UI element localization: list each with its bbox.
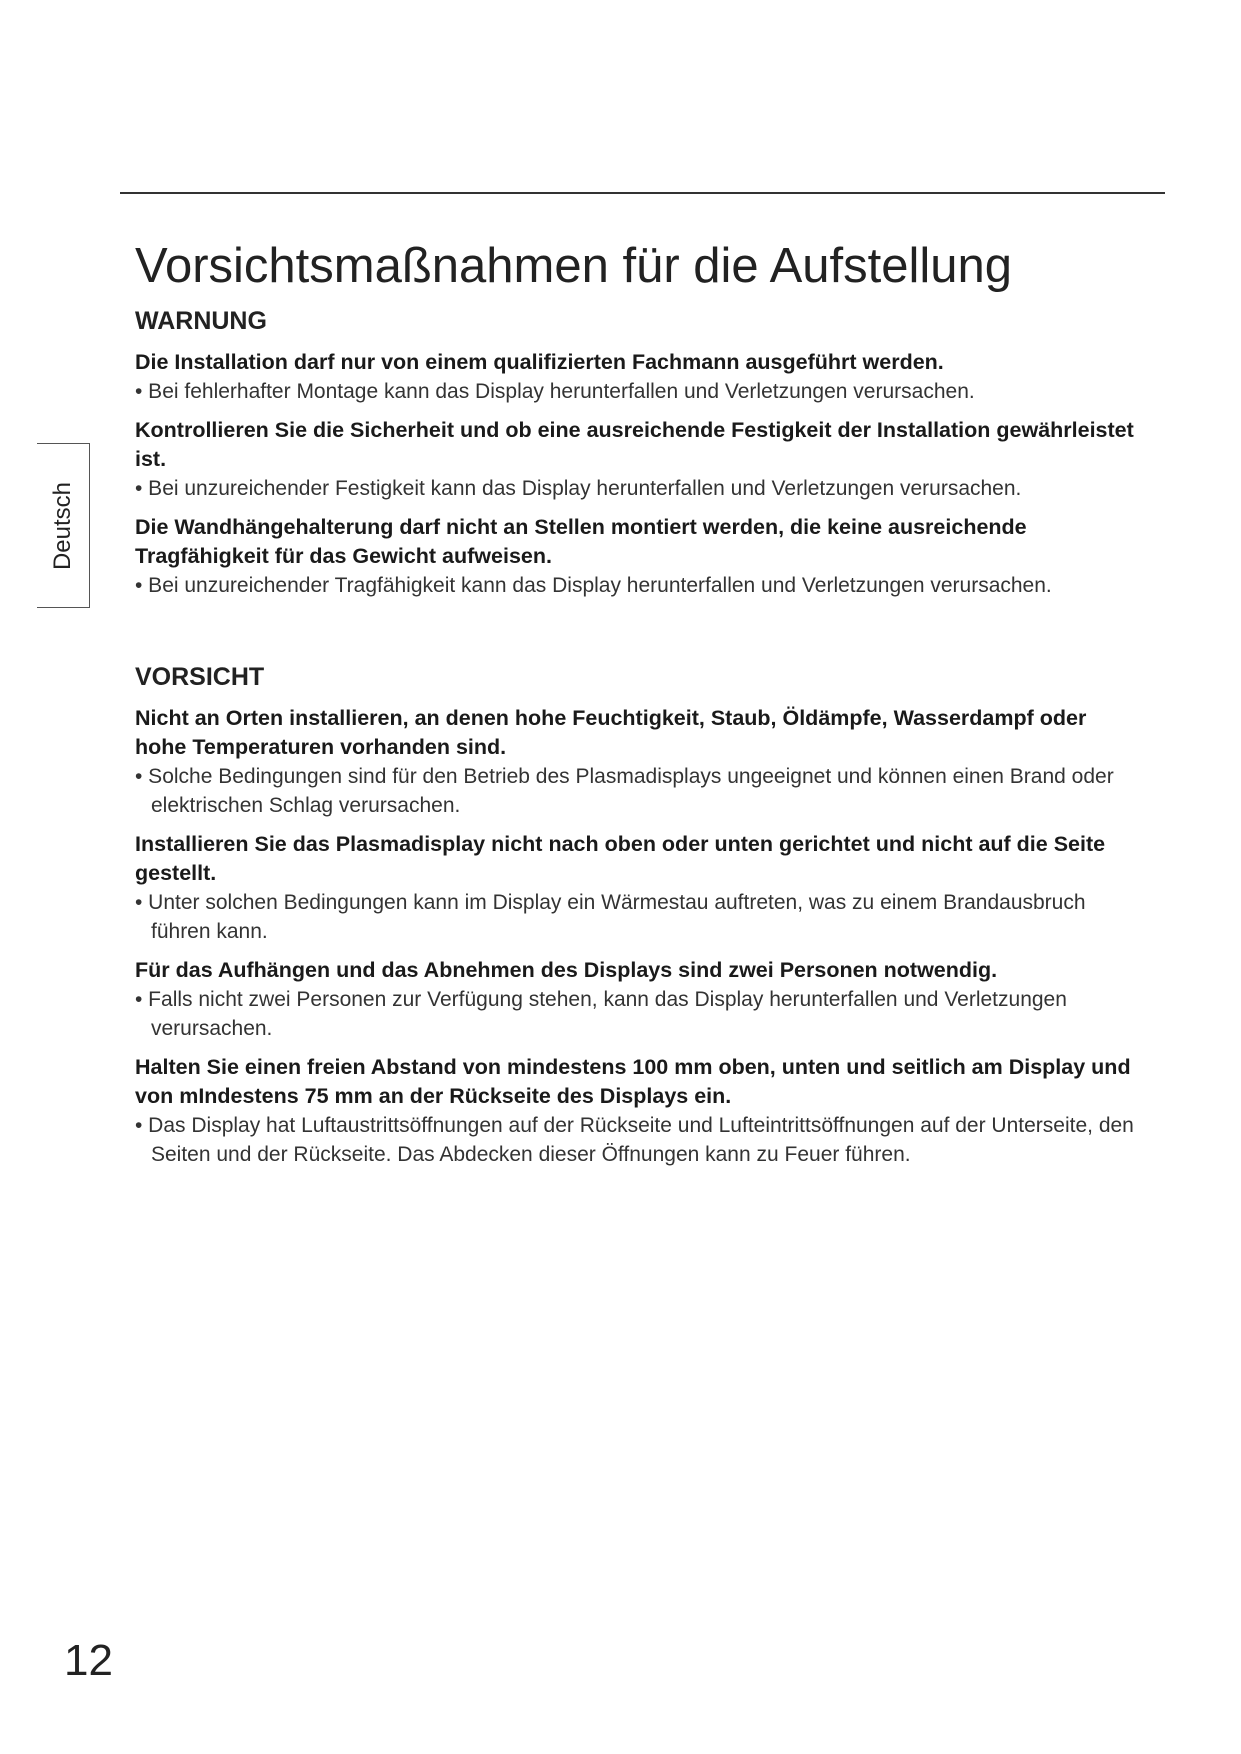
page-title: Vorsichtsmaßnahmen für die Aufstellung xyxy=(135,239,1013,293)
warning-item-title: Kontrollieren Sie die Sicherheit und ob eine ausreichende Festigkeit der Installation gewährleistet ist. xyxy=(135,418,1134,471)
warning-item xyxy=(135,416,1135,503)
caution-item-title: Nicht an Orten installieren, an denen hohe Feuchtigkeit, Staub, Öldämpfe, Wasserdampf oder hohe Temperaturen vorhanden sind. xyxy=(135,706,1087,759)
warning-item-bullet: • Bei fehlerhafter Montage kann das Display herunterfallen und Verletzungen verursachen. xyxy=(135,380,975,403)
top-divider xyxy=(120,192,1165,194)
page-number: 12 xyxy=(64,1636,113,1685)
warning-item-bullet: • Bei unzureichender Tragfähigkeit kann das Display herunterfallen und Verletzungen verursachen. xyxy=(135,574,1052,597)
caution-item xyxy=(135,1053,1135,1169)
language-tab xyxy=(37,443,90,608)
caution-item-bullet: • Unter solchen Bedingungen kann im Display ein Wärmestau auftreten, was zu einem Brandausbruch führen kann. xyxy=(135,891,1086,943)
warning-item-title: Die Wandhängehalterung darf nicht an Stellen montiert werden, die keine ausreichende Tragfähigkeit für das Gewicht aufweisen. xyxy=(135,515,1027,568)
main-content xyxy=(135,236,1135,1179)
warning-item-bullet: • Bei unzureichender Festigkeit kann das Display herunterfallen und Verletzungen verursachen. xyxy=(135,477,1022,500)
caution-item-title: Halten Sie einen freien Abstand von mindestens 100 mm oben, unten und seitlich am Display und von mIndestens 75 mm an der Rückseite des Displays ein. xyxy=(135,1055,1131,1108)
caution-item xyxy=(135,830,1135,946)
caution-item xyxy=(135,956,1135,1043)
warning-heading: WARNUNG xyxy=(135,307,267,335)
caution-item xyxy=(135,704,1135,820)
warning-item xyxy=(135,348,1135,406)
caution-item-bullet: • Das Display hat Luftaustrittsöffnungen auf der Rückseite und Lufteintrittsöffnungen auf der Unterseite, den Seiten und der Rückseite. Das Abdecken dieser Öffnungen kann zu Feuer führen. xyxy=(135,1114,1134,1166)
caution-item-bullet: • Solche Bedingungen sind für den Betrieb des Plasmadisplays ungeeignet und können einen Brand oder elektrischen Schlag verursachen. xyxy=(135,765,1114,817)
language-tab-label: Deutsch xyxy=(49,481,76,570)
caution-item-bullet: • Falls nicht zwei Personen zur Verfügung stehen, kann das Display herunterfallen und Verletzungen verursachen. xyxy=(135,988,1067,1040)
warning-item xyxy=(135,513,1135,600)
caution-item-title: Installieren Sie das Plasmadisplay nicht nach oben oder unten gerichtet und nicht auf die Seite gestellt. xyxy=(135,832,1106,885)
warning-item-title: Die Installation darf nur von einem qualifizierten Fachmann ausgeführt werden. xyxy=(135,350,944,374)
caution-heading: VORSICHT xyxy=(135,663,265,691)
caution-item-title: Für das Aufhängen und das Abnehmen des Displays sind zwei Personen notwendig. xyxy=(135,958,998,982)
